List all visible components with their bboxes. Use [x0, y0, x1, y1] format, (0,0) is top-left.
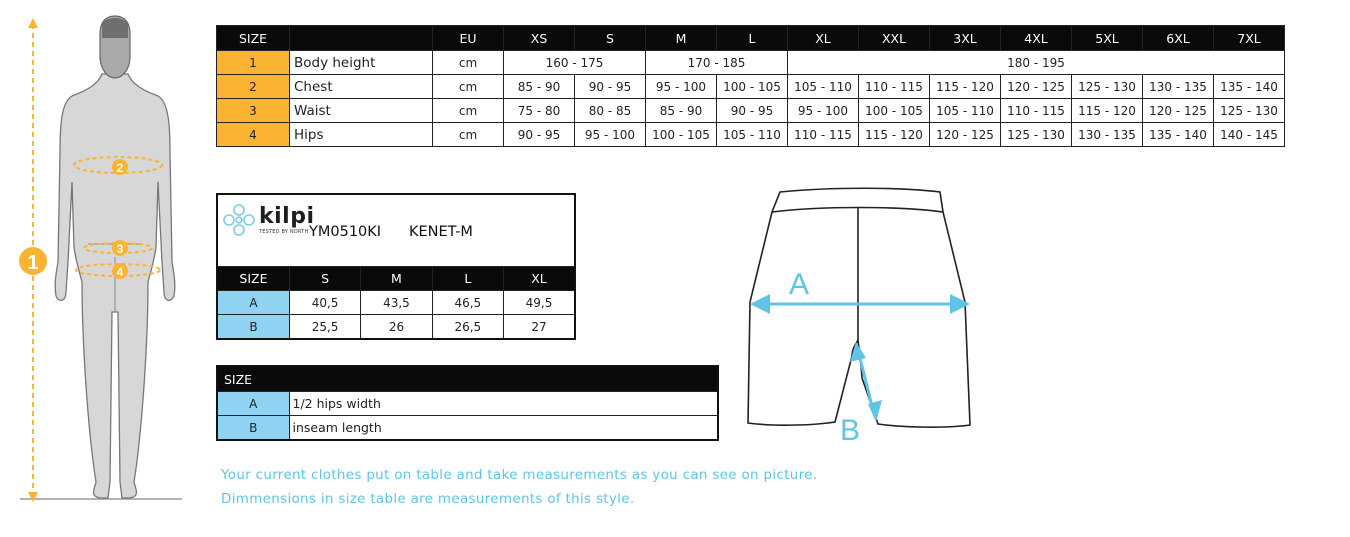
table-cell: 90 - 95 — [504, 123, 575, 147]
row-label: Waist — [290, 99, 433, 123]
table-cell: 120 - 125 — [1001, 75, 1072, 99]
product-measurements-table — [216, 193, 576, 340]
table-cell: 26,5 — [432, 315, 503, 340]
size-col-header: XL — [788, 26, 859, 51]
table-cell: 95 - 100 — [646, 75, 717, 99]
table-cell: 120 - 125 — [1143, 99, 1214, 123]
table-cell: 85 - 90 — [646, 99, 717, 123]
table-cell: 75 - 80 — [504, 99, 575, 123]
table-cell: 115 - 120 — [859, 123, 930, 147]
table-cell: 135 - 140 — [1143, 123, 1214, 147]
measurement-note: Your current clothes put on table and take measurements as you can see on picture. — [221, 467, 818, 483]
table-cell: 160 - 175 — [504, 51, 646, 75]
legend-description: inseam length — [289, 416, 718, 441]
table-row — [217, 75, 1285, 99]
chest-marker-label: 2 — [116, 161, 124, 175]
table-cell: 125 - 130 — [1072, 75, 1143, 99]
table-row — [217, 315, 575, 340]
size-col-header: XL — [504, 267, 575, 291]
table-cell: 26 — [361, 315, 432, 340]
legend-size-header: SIZE — [217, 366, 718, 392]
table-cell: 95 - 100 — [788, 99, 859, 123]
waist-marker-label: 3 — [116, 242, 124, 256]
table-row — [217, 392, 718, 416]
arrow-right-icon — [950, 294, 970, 314]
table-cell: 100 - 105 — [717, 75, 788, 99]
height-arrow-top-icon — [28, 18, 38, 28]
size-chart-table — [216, 25, 1285, 147]
table-cell: 95 - 100 — [575, 123, 646, 147]
body-measurement-figure — [10, 12, 200, 512]
row-unit: cm — [433, 99, 504, 123]
arrow-left-icon — [750, 294, 770, 314]
table-cell: 120 - 125 — [930, 123, 1001, 147]
table-row — [217, 416, 718, 441]
row-number: 4 — [217, 123, 290, 147]
label-header — [290, 26, 433, 51]
table-cell: 115 - 120 — [1072, 99, 1143, 123]
size-col-header: 6XL — [1143, 26, 1214, 51]
row-unit: cm — [433, 51, 504, 75]
row-number: 3 — [217, 99, 290, 123]
size-header: SIZE — [217, 26, 290, 51]
table-cell: 27 — [504, 315, 575, 340]
size-col-header: L — [717, 26, 788, 51]
table-cell: 46,5 — [432, 291, 503, 315]
brand-tagline: TESTED BY NORTH — [259, 229, 309, 235]
shorts-marker-b: B — [840, 414, 861, 447]
table-row — [217, 123, 1285, 147]
legend-description: 1/2 hips width — [289, 392, 718, 416]
table-cell: 110 - 115 — [788, 123, 859, 147]
brand-wordmark: kilpi — [259, 204, 315, 229]
table-cell: 100 - 105 — [859, 99, 930, 123]
size-col-header: M — [646, 26, 717, 51]
hips-marker-label: 4 — [116, 265, 124, 279]
table-cell: 49,5 — [504, 291, 575, 315]
table-cell: 105 - 110 — [930, 99, 1001, 123]
size-col-header: S — [575, 26, 646, 51]
row-label: B — [217, 315, 289, 340]
row-label: Hips — [290, 123, 433, 147]
table-cell: 170 - 185 — [646, 51, 788, 75]
table-cell: 110 - 115 — [859, 75, 930, 99]
size-col-header: L — [432, 267, 503, 291]
table-cell: 85 - 90 — [504, 75, 575, 99]
table-row — [217, 99, 1285, 123]
size-col-header: 4XL — [1001, 26, 1072, 51]
height-arrow-bottom-icon — [28, 492, 38, 502]
brand-cell — [217, 194, 575, 267]
kilpi-logo-icon — [222, 201, 256, 239]
shorts-diagram — [740, 182, 980, 447]
table-cell: 40,5 — [289, 291, 360, 315]
product-name: KENET-M — [409, 224, 473, 240]
human-silhouette — [55, 16, 175, 498]
product-header-row — [217, 267, 575, 291]
table-cell: 110 - 115 — [1001, 99, 1072, 123]
size-header: SIZE — [217, 267, 289, 291]
size-chart-header-row — [217, 26, 1285, 51]
size-col-header: 7XL — [1214, 26, 1285, 51]
row-label: Body height — [290, 51, 433, 75]
size-col-header: S — [289, 267, 360, 291]
product-brand-row — [217, 194, 575, 267]
table-cell: 130 - 135 — [1143, 75, 1214, 99]
row-label: A — [217, 291, 289, 315]
table-row — [217, 291, 575, 315]
size-col-header: XXL — [859, 26, 930, 51]
row-label: A — [217, 392, 289, 416]
height-marker-label: 1 — [27, 252, 39, 274]
table-cell: 180 - 195 — [788, 51, 1285, 75]
table-cell: 115 - 120 — [930, 75, 1001, 99]
size-col-header: 3XL — [930, 26, 1001, 51]
table-cell: 105 - 110 — [788, 75, 859, 99]
table-cell: 80 - 85 — [575, 99, 646, 123]
dimensions-note: Dimmensions in size table are measurements of this style. — [221, 491, 635, 507]
table-cell: 125 - 130 — [1214, 99, 1285, 123]
table-cell: 90 - 95 — [717, 99, 788, 123]
legend-header-row — [217, 366, 718, 392]
row-label: B — [217, 416, 289, 441]
size-col-header: XS — [504, 26, 575, 51]
size-col-header: 5XL — [1072, 26, 1143, 51]
row-number: 2 — [217, 75, 290, 99]
row-number: 1 — [217, 51, 290, 75]
row-unit: cm — [433, 75, 504, 99]
table-cell: 100 - 105 — [646, 123, 717, 147]
table-cell: 125 - 130 — [1001, 123, 1072, 147]
row-label: Chest — [290, 75, 433, 99]
table-cell: 135 - 140 — [1214, 75, 1285, 99]
shorts-marker-a: A — [789, 268, 810, 301]
table-cell: 140 - 145 — [1214, 123, 1285, 147]
table-row — [217, 51, 1285, 75]
table-cell: 25,5 — [289, 315, 360, 340]
unit-header: EU — [433, 26, 504, 51]
table-cell: 105 - 110 — [717, 123, 788, 147]
table-cell: 43,5 — [361, 291, 432, 315]
product-code: YM0510KI — [309, 224, 382, 240]
row-unit: cm — [433, 123, 504, 147]
table-cell: 130 - 135 — [1072, 123, 1143, 147]
size-col-header: M — [361, 267, 432, 291]
table-cell: 90 - 95 — [575, 75, 646, 99]
shorts-outline — [748, 188, 970, 427]
measurement-legend-table — [216, 365, 719, 441]
